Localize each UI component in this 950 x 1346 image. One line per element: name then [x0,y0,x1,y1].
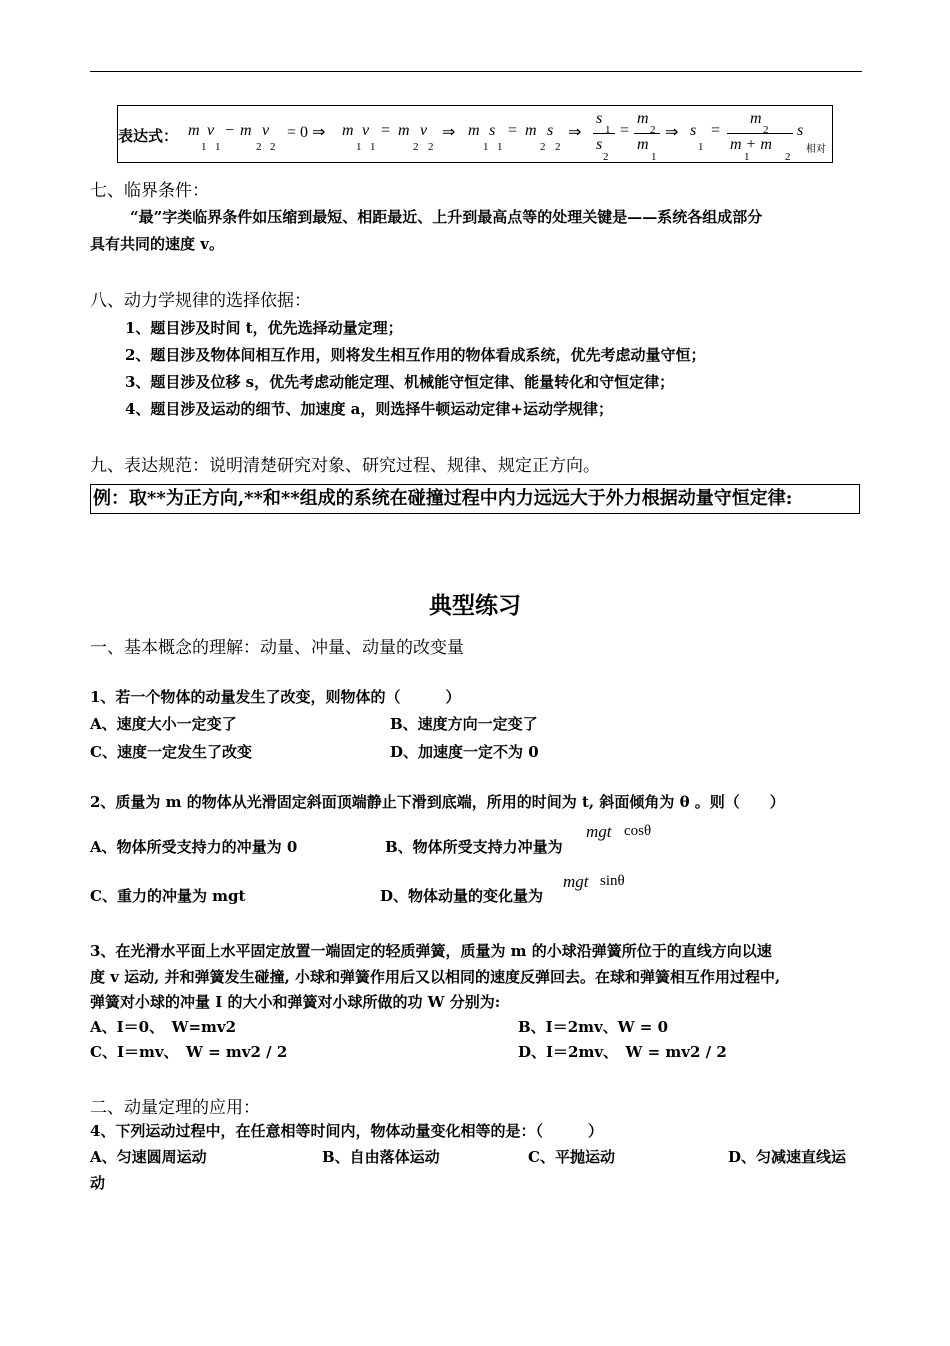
fraction-denominator: m + m [730,136,772,153]
formula-subscript: 1 [497,141,503,153]
section-heading-9: 九、表达规范：说明清楚研究对象、研究过程、规律、规定正方向。 [90,456,600,476]
question-4-option-d-continued: 动 [90,1174,106,1192]
formula-subscript: 1 [370,141,376,153]
formula-operator: = [381,122,391,139]
section-heading-7: 七、临界条件： [90,181,209,201]
fraction-denominator: s [596,136,603,153]
formula-term: v [207,122,215,139]
formula-subscript: 1 [356,141,362,153]
question-2-option-c: C、重力的冲量为 mgt [90,887,246,905]
formula-term: m [342,122,354,139]
formula-operator: − [225,122,235,139]
question-1-option-a: A、速度大小一定变了 [90,715,237,733]
practice-title: 典型练习 [429,592,521,619]
question-2-stem: 2、质量为 m 的物体从光滑固定斜面顶端静止下滑到底端，所用的时间为 t, 斜面倾角为 θ 。则（ ） [90,793,785,811]
formula-subscript: 2 [650,124,656,136]
question-4-option-b: B、自由落体运动 [322,1148,440,1166]
formula-operator: = 0 ⇒ [287,124,326,141]
question-2-option-d-formula-trig: sinθ [600,873,625,889]
formula-subscript-relative: 相对 [806,144,826,155]
fraction-numerator: m [750,110,762,127]
question-3-line2: 度 v 运动, 并和弹簧发生碰撞, 小球和弹簧作用后又以相同的速度反弹回去。在球和弹簧相互作用过程中, [90,968,781,986]
formula-subscript: 2 [763,124,769,136]
section-7-text-line2: 具有共同的速度 v。 [90,235,224,253]
section-8-item: 1、题目涉及时间 t，优先选择动量定理； [125,319,403,337]
fraction-numerator: m [637,110,649,127]
formula-term: v [262,122,270,139]
question-2-option-b: B、物体所受支持力冲量为 [385,838,563,856]
formula-operator: = [620,122,630,139]
question-1-option-b: B、速度方向一定变了 [390,715,538,733]
question-4-option-c: C、平抛运动 [528,1148,615,1166]
section-heading-8: 八、动力学规律的选择依据： [90,291,311,311]
formula-subscript: 2 [270,141,276,153]
formula-term: s [690,122,697,139]
question-1-stem: 1、若一个物体的动量发生了改变，则物体的（ ） [90,688,461,706]
formula-subscript: 1 [483,141,489,153]
example-box: 例：取**为正方向,**和**组成的系统在碰撞过程中内力远远大于外力根据动量守恒定律: [90,484,860,514]
formula-term: m [240,122,252,139]
formula-operator: = [508,122,518,139]
formula-subscript: 2 [540,141,546,153]
formula-operator: ⇒ [568,124,582,141]
question-3-option-a: A、I＝0、 W=mv2 [90,1018,237,1036]
formula-subscript: 2 [785,151,791,163]
question-4-option-d: D、匀减速直线运 [728,1148,847,1166]
formula-term: v [420,122,428,139]
formula-label: 表达式： [118,127,179,145]
formula-subscript: 1 [651,151,657,163]
formula-term: s [547,122,554,139]
formula-term: m [468,122,480,139]
fraction-numerator: s [596,110,603,127]
formula-term: s [489,122,496,139]
formula-term: m [398,122,410,139]
formula-subscript: 1 [744,151,750,163]
formula-subscript: 2 [256,141,262,153]
formula-subscript: 1 [698,141,704,153]
formula-subscript: 2 [603,151,609,163]
formula-subscript: 1 [215,141,221,153]
formula-operator: ⇒ [665,124,679,141]
question-3-option-d: D、I＝2mv、 W = mv2 / 2 [518,1043,727,1061]
question-4-option-a: A、匀速圆周运动 [90,1148,207,1166]
question-3-line3: 弹簧对小球的冲量 I 的大小和弹簧对小球所做的功 W 分别为: [90,993,501,1011]
formula-subscript: 2 [555,141,561,153]
section-8-item: 4、题目涉及运动的细节、加速度 a，则选择牛顿运动定律+运动学规律； [125,400,613,418]
question-2-option-d: D、物体动量的变化量为 [380,887,544,905]
question-2-option-b-formula-trig: cosθ [624,823,652,839]
question-2-option-b-formula: mgt [586,822,612,841]
question-2-option-d-formula: mgt [563,872,589,891]
formula-term: m [188,122,200,139]
question-3-option-c: C、I＝mv、 W = mv2 / 2 [90,1043,288,1061]
question-3-option-b: B、I＝2mv、W = 0 [518,1018,669,1036]
formula-term: v [362,122,370,139]
section-8-item: 3、题目涉及位移 s，优先考虑动能定理、机械能守恒定律、能量转化和守恒定律； [125,373,675,391]
formula-operator: ⇒ [442,124,456,141]
formula-operator: = [711,122,721,139]
practice-part2-heading: 二、动量定理的应用： [90,1098,260,1118]
formula-term: m [525,122,537,139]
formula-subscript: 1 [605,124,611,136]
fraction-bar [727,133,793,134]
practice-part1-heading: 一、基本概念的理解：动量、冲量、动量的改变量 [90,638,464,658]
question-3-line1: 3、在光滑水平面上水平固定放置一端固定的轻质弹簧，质量为 m 的小球沿弹簧所位于的直线方向以速 [90,942,772,960]
section-7-text-line1: “最”字类临界条件如压缩到最短、相距最近、上升到最高点等的处理关键是——系统各组成部分 [130,208,763,226]
question-2-option-a: A、物体所受支持力的冲量为 0 [90,838,298,856]
question-1-option-c: C、速度一定发生了改变 [90,743,252,761]
section-8-item: 2、题目涉及物体间相互作用，则将发生相互作用的物体看成系统，优先考虑动量守恒； [125,346,706,364]
formula-subscript: 2 [428,141,434,153]
formula-term: s [797,122,804,139]
fraction-bar [593,133,615,134]
fraction-bar [634,133,660,134]
question-1-option-d: D、加速度一定不为 0 [390,743,539,761]
question-4-stem: 4、下列运动过程中，在任意相等时间内，物体动量变化相等的是：（ ） [90,1122,603,1140]
fraction-denominator: m [637,136,649,153]
header-rule [90,71,862,72]
formula-subscript: 1 [201,141,207,153]
formula-subscript: 2 [413,141,419,153]
